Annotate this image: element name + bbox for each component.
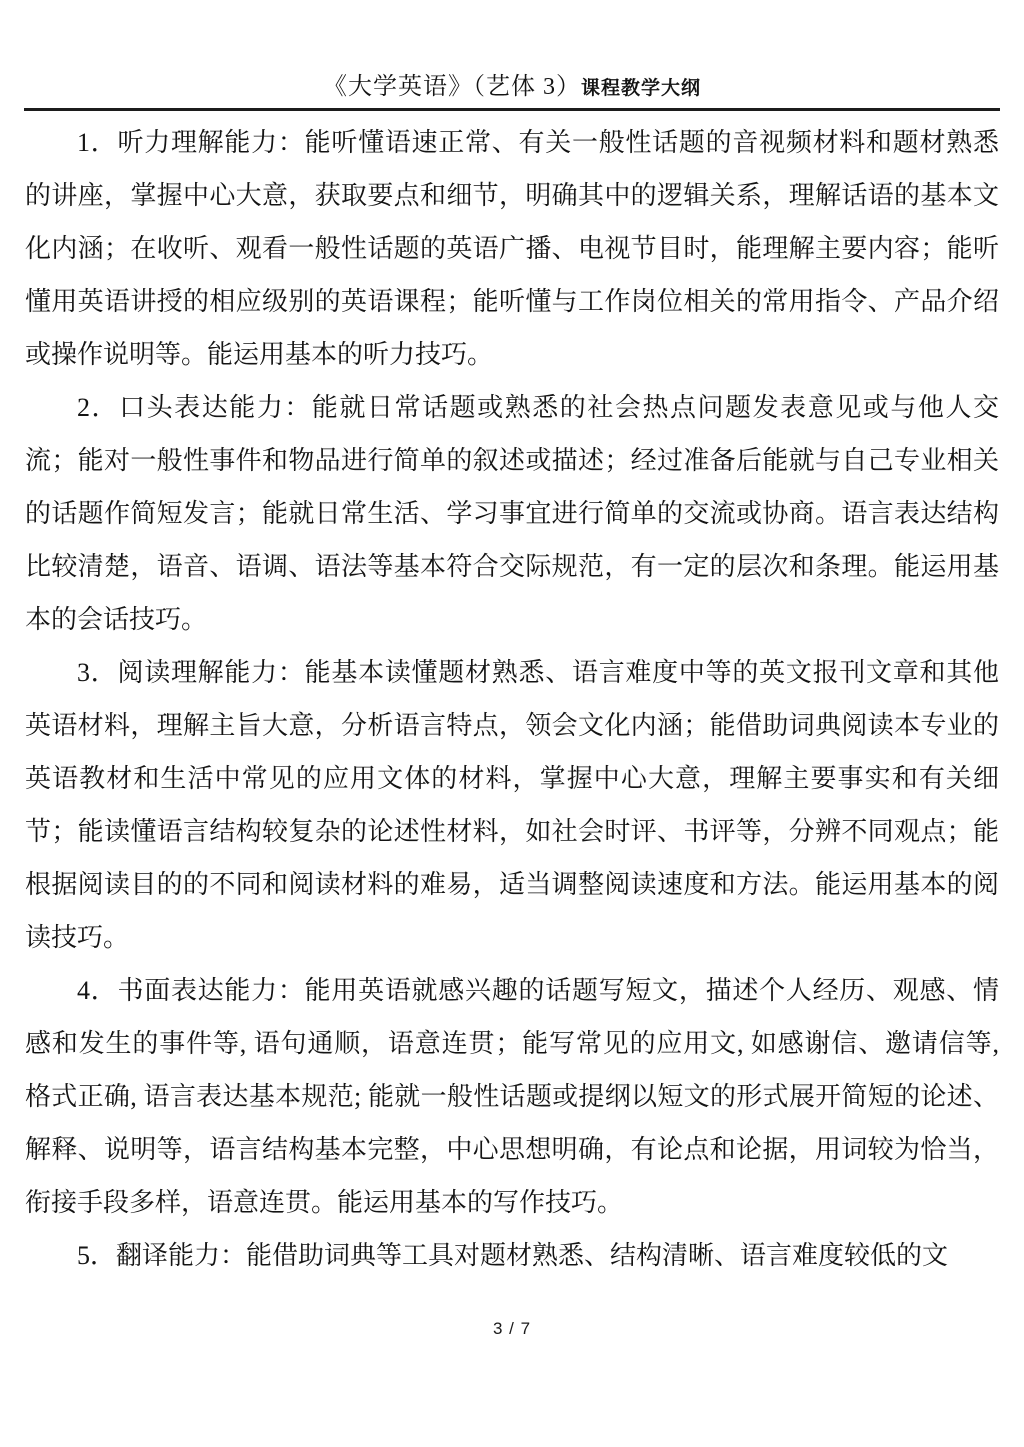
paragraph-writing-ability: 4．书面表达能力：能用英语就感兴趣的话题写短文，描述个人经历、观感、情感和发生的事件等, 语句通顺，语意连贯；能写常见的应用文, 如感谢信、邀请信等, 格式正确, 语言表达基本规范; 能就一般性话题或提纲以短文的形式展开简短的论述、解释、说明等，语言结构基本完整，中心思想明确，有论点和论据，用词较为恰当，衔接手段多样，语意连贯。能运用基本的写作技巧。 [25, 976, 999, 1217]
paragraph-speaking-ability: 2．口头表达能力：能就日常话题或熟悉的社会热点问题发表意见或与他人交流；能对一般性事件和物品进行简单的叙述或描述；经过准备后能就与自己专业相关的话题作简短发言；能就日常生活、学习事宜进行简单的交流或协商。语言表达结构比较清楚，语音、语调、语法等基本符合交际规范，有一定的层次和条理。能运用基本的会话技巧。 [25, 393, 999, 634]
paragraph-listening-ability: 1．听力理解能力：能听懂语速正常、有关一般性话题的音视频材料和题材熟悉的讲座，掌握中心大意，获取要点和细节，明确其中的逻辑关系，理解话语的基本文化内涵；在收听、观看一般性话题的英语广播、电视节目时，能理解主要内容；能听懂用英语讲授的相应级别的英语课程；能听懂与工作岗位相关的常用指令、产品介绍或操作说明等。能运用基本的听力技巧。 [25, 128, 999, 369]
document-title: 《大学英语》（艺体 3） [322, 74, 581, 100]
header-divider [24, 108, 1000, 111]
page-header [0, 0, 1024, 101]
document-body [25, 116, 999, 1282]
document-subtitle: 课程教学大纲 [580, 78, 701, 99]
paragraph-translation-ability: 5．翻译能力：能借助词典等工具对题材熟悉、结构清晰、语言难度较低的文 [77, 1241, 949, 1270]
page-number: 3 / 7 [492, 1319, 532, 1338]
paragraph-reading-ability: 3．阅读理解能力：能基本读懂题材熟悉、语言难度中等的英文报刊文章和其他英语材料，理解主旨大意，分析语言特点，领会文化内涵；能借助词典阅读本专业的英语教材和生活中常见的应用文体的材料，掌握中心大意，理解主要事实和有关细节；能读懂语言结构较复杂的论述性材料，如社会时评、书评等，分辨不同观点；能根据阅读目的的不同和阅读材料的难易，适当调整阅读速度和方法。能运用基本的阅读技巧。 [25, 658, 999, 952]
